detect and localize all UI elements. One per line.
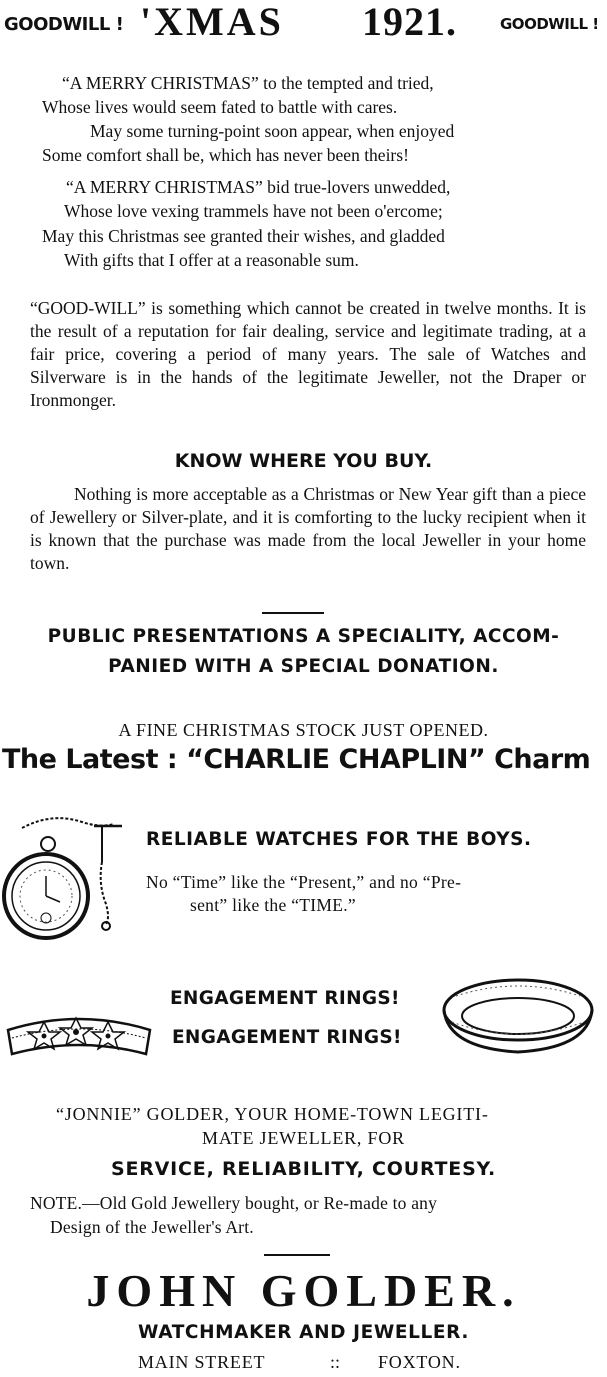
verse-line-1: “A MERRY CHRISTMAS” to the tempted and tried, [62,73,434,93]
service-line: SERVICE, RELIABILITY, COURTESY. [110,1158,496,1180]
header-goodwill-right: GOODWILL ! [500,15,599,33]
goodwill-paragraph [30,297,586,412]
footer-divider-rule [264,1254,330,1256]
header-goodwill-left: GOODWILL ! [4,14,124,35]
header-year: 1921. [362,0,457,44]
verse-line-8: With gifts that I offer at a reasonable sum. [64,250,359,270]
note-line-1: NOTE.—Old Gold Jewellery bought, or Re-made to any [30,1193,438,1213]
watches-line-2: sent” like the “TIME.” [190,895,356,915]
gift-paragraph [30,483,586,575]
jonnie-line-1: “JONNIE” GOLDER, YOUR HOME-TOWN LEGITI- [56,1104,489,1124]
rings-line-1: ENGAGEMENT RINGS! [170,988,400,1009]
know-where-heading: KNOW WHERE YOU BUY. [174,450,433,472]
band-ring-icon [438,966,598,1060]
rings-line-2: ENGAGEMENT RINGS! [172,1027,402,1048]
footer-town: FOXTON. [378,1352,461,1372]
note-line-2: Design of the Jeweller's Art. [50,1217,254,1237]
footer-street: MAIN STREET [138,1352,266,1372]
stock-line: A FINE CHRISTMAS STOCK JUST OPENED. [118,720,489,740]
verse-line-4: Some comfort shall be, which has never been theirs! [42,145,409,165]
gift-paragraph-text: Nothing is more acceptable as a Christmas or New Year gift than a piece of Jewellery or Silver-plate, and it is comforting to the lucky recipient when it is known that the purchase was made from the local Jeweller in your home town. [30,484,586,573]
divider-rule [262,612,324,614]
jonnie-line-2: MATE JEWELLER, FOR [202,1128,405,1148]
goodwill-paragraph-text: “GOOD-WILL” is something which cannot be created in twelve months. It is the result of a reputation for fair dealing, service and legitimate trading, at a fair price, covering a period of many years. The sale of Watches and Silverware is in the hands of the legitimate Jeweller, not the Draper or Ironmonger. [30,298,586,410]
watches-line-1: No “Time” like the “Present,” and no “Pre- [146,872,462,892]
verse-line-5: “A MERRY CHRISTMAS” bid true-lovers unwedded, [66,177,451,197]
verse-line-6: Whose love vexing trammels have not been o'ercome; [64,201,443,221]
verse-line-7: May this Christmas see granted their wishes, and gladded [42,226,445,246]
watches-heading: RELIABLE WATCHES FOR THE BOYS. [146,829,532,850]
latest-charm-line: The Latest : “CHARLIE CHAPLIN” Charm [2,744,591,775]
gem-ring-icon [4,1000,154,1066]
footer-business-name: JOHN GOLDER. [86,1265,521,1316]
verse-line-3: May some turning-point soon appear, when enjoyed [90,121,455,141]
verse-line-2: Whose lives would seem fated to battle with cares. [42,97,398,117]
pocket-watch-icon [2,814,130,944]
footer-trade: WATCHMAKER AND JEWELLER. [138,1322,469,1343]
presentations-line-2: PANIED WITH A SPECIAL DONATION. [108,656,499,677]
footer-separator: :: [330,1352,341,1372]
presentations-line-1: PUBLIC PRESENTATIONS A SPECIALITY, ACCOM- [47,626,560,647]
header-xmas-title: 'XMAS [140,0,284,44]
